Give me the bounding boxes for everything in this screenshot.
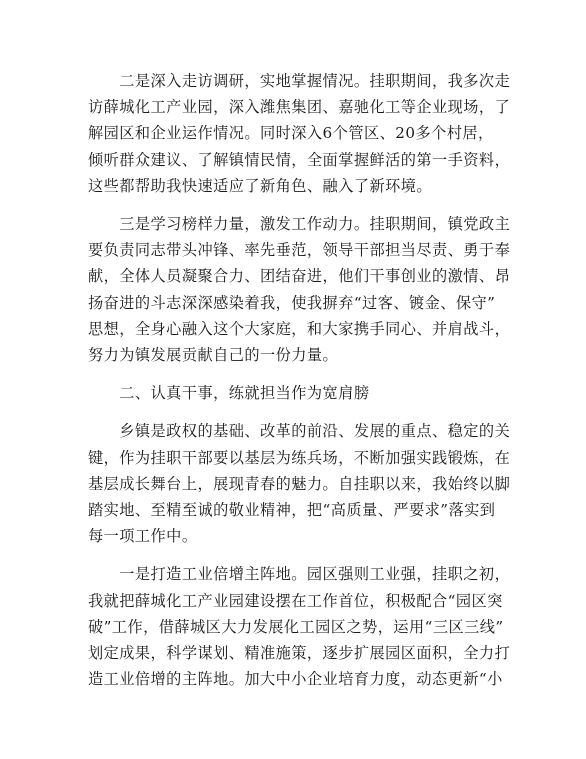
paragraph-investigation (88, 68, 511, 199)
text-line: 这些都帮助我快速适应了新角色、融入了新环境。 (88, 176, 433, 195)
paragraph-spacer (88, 199, 508, 211)
document-body (88, 68, 511, 692)
text-line: 访薛城化工产业园，深入潍焦集团、嘉驰化工等企业现场，了 (88, 98, 511, 117)
text-line: 二是深入走访调研，实地掌握情况。挂职期间，我多次走 (88, 72, 511, 90)
text-line: 键，作为挂职干部要以基层为练兵场，不断加强实践锻炼，在 (88, 448, 511, 467)
paragraph-industrial-base (88, 561, 511, 692)
text-line: 思想，全身心融入这个大家庭，和大家携手同心、并肩战斗， (88, 319, 511, 338)
text-line: 三是学习榜样力量，激发工作动力。挂职期间，镇党政主 (88, 215, 511, 234)
text-line: 破”工作，借薛城区大力发展化工园区之势，运用“三区三线” (88, 617, 504, 636)
text-line: 踏实地、至精至诚的敬业精神，把“高质量、严要求”落实到 (88, 501, 496, 520)
text-line: 划定成果，科学谋划、精准施策，逐步扩展园区面积，全力打 (88, 644, 511, 663)
text-line: 乡镇是政权的基础、改革的前沿、发展的重点、稳定的关 (88, 422, 511, 441)
text-line: 扬奋进的斗志深深感染着我，使我摒弃“过客、镀金、保守” (88, 293, 496, 312)
paragraph-spacer (88, 368, 508, 380)
text-line: 我就把薛城化工产业园建设摆在工作首位，积极配合“园区突 (88, 591, 503, 610)
text-line: 倾听群众建议、了解镇情民情，全面掌握鲜活的第一手资料， (88, 150, 511, 169)
paragraph-township-foundation (88, 418, 511, 549)
text-line: 基层成长舞台上，展现青春的魅力。自挂职以来，我始终以脚 (88, 474, 511, 493)
paragraph-role-models (88, 211, 511, 368)
text-line: 造工业倍增的主阵地。加大中小企业培育力度，动态更新“小 (88, 670, 503, 689)
text-line: 努力为镇发展贡献自己的一份力量。 (88, 346, 339, 365)
text-line: 每一项工作中。 (88, 527, 198, 546)
paragraph-spacer (88, 549, 508, 561)
section-heading (88, 380, 508, 406)
text-line: 一是打造工业倍增主阵地。园区强则工业强，挂职之初， (88, 565, 511, 584)
text-line: 献，全体人员凝聚合力、团结奋进，他们干事创业的激情、昂 (88, 267, 511, 286)
text-line: 解园区和企业运作情况。同时深入6个管区、20多个村居， (88, 124, 494, 143)
text-line: 二、认真干事，练就担当作为宽肩膀 (88, 384, 370, 403)
text-line: 要负责同志带头冲锋、率先垂范，领导干部担当尽责、勇于奉 (88, 241, 511, 260)
paragraph-spacer (88, 406, 508, 418)
